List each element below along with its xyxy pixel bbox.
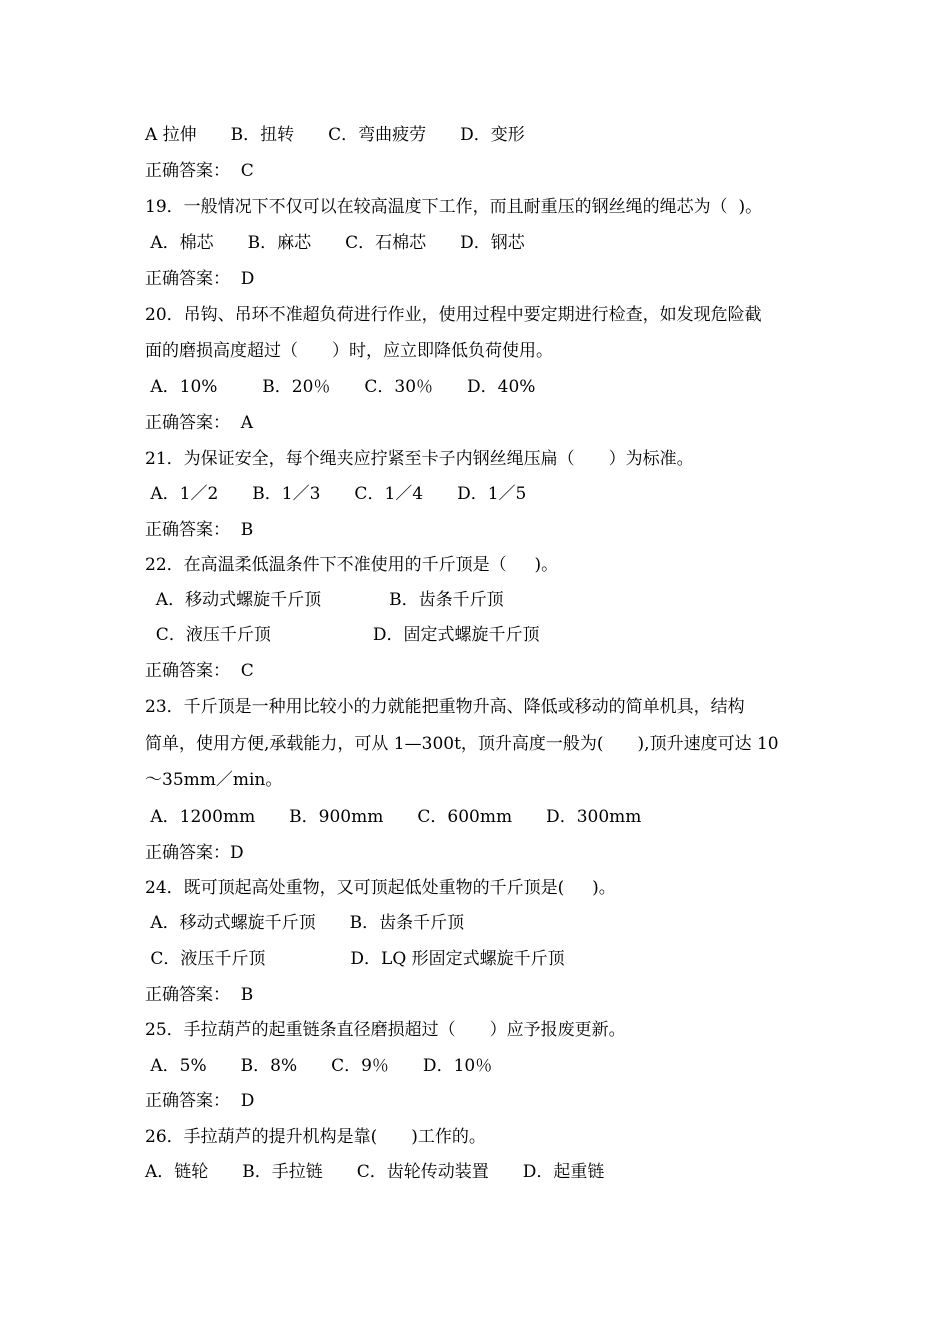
answer-line: 正确答案： A — [145, 413, 254, 433]
answer-line: 正确答案： B — [145, 520, 254, 540]
option-line: A．移动式螺旋千斤顶 B．齿条千斤顶 — [145, 913, 465, 933]
question-26: 26．手拉葫芦的提升机构是靠( )工作的。 — [145, 1127, 486, 1147]
option-line: A．1200mm B．900mm C．600mm D．300mm — [145, 807, 642, 827]
question-24: 24．既可顶起高处重物，又可顶起低处重物的千斤顶是( )。 — [145, 878, 616, 898]
question-23-continued: ～35mm／min。 — [145, 770, 283, 790]
answer-line: 正确答案： C — [145, 161, 254, 181]
question-20-continued: 面的磨损高度超过（ ）时，应立即降低负荷使用。 — [145, 341, 553, 361]
option-line: A．棉芯 B．麻芯 C．石棉芯 D．钢芯 — [145, 233, 525, 253]
answer-line: 正确答案：D — [145, 843, 244, 863]
answer-line: 正确答案： D — [145, 1091, 255, 1111]
option-line: A．1／2 B．1／3 C．1／4 D．1／5 — [145, 484, 527, 504]
answer-line: 正确答案： B — [145, 985, 254, 1005]
option-line: A．10% B．20％ C．30％ D．40% — [145, 377, 536, 397]
question-19: 19．一般情况下不仅可以在较高温度下工作，而且耐重压的钢丝绳的绳芯为（ )。 — [145, 197, 763, 217]
answer-line: 正确答案： C — [145, 661, 254, 681]
option-line: A．链轮 B．手拉链 C．齿轮传动装置 D．起重链 — [145, 1162, 605, 1182]
option-line: A．5% B．8% C．9％ D．10％ — [145, 1056, 493, 1076]
question-20: 20．吊钩、吊环不准超负荷进行作业，使用过程中要定期进行检查，如发现危险截 — [145, 305, 762, 325]
option-line: A 拉伸 B．扭转 C．弯曲疲劳 D．变形 — [145, 125, 525, 145]
question-21: 21．为保证安全，每个绳夹应拧紧至卡子内钢丝绳压扁（ ）为标准。 — [145, 449, 694, 469]
answer-line: 正确答案： D — [145, 269, 255, 289]
question-22: 22．在高温柔低温条件下不准使用的千斤顶是（ )。 — [145, 555, 559, 575]
question-25: 25．手拉葫芦的起重链条直径磨损超过（ ）应予报废更新。 — [145, 1020, 626, 1040]
option-line: C．液压千斤顶 D．LQ 形固定式螺旋千斤顶 — [145, 949, 565, 969]
option-line: C．液压千斤顶 D．固定式螺旋千斤顶 — [145, 625, 540, 645]
question-23: 23．千斤顶是一种用比较小的力就能把重物升高、降低或移动的简单机具，结构 — [145, 697, 745, 717]
question-23-continued: 简单，使用方便,承载能力，可从 1—300t，顶升高度一般为( ),顶升速度可达 10 — [145, 734, 779, 754]
option-line: A．移动式螺旋千斤顶 B．齿条千斤顶 — [145, 590, 504, 610]
